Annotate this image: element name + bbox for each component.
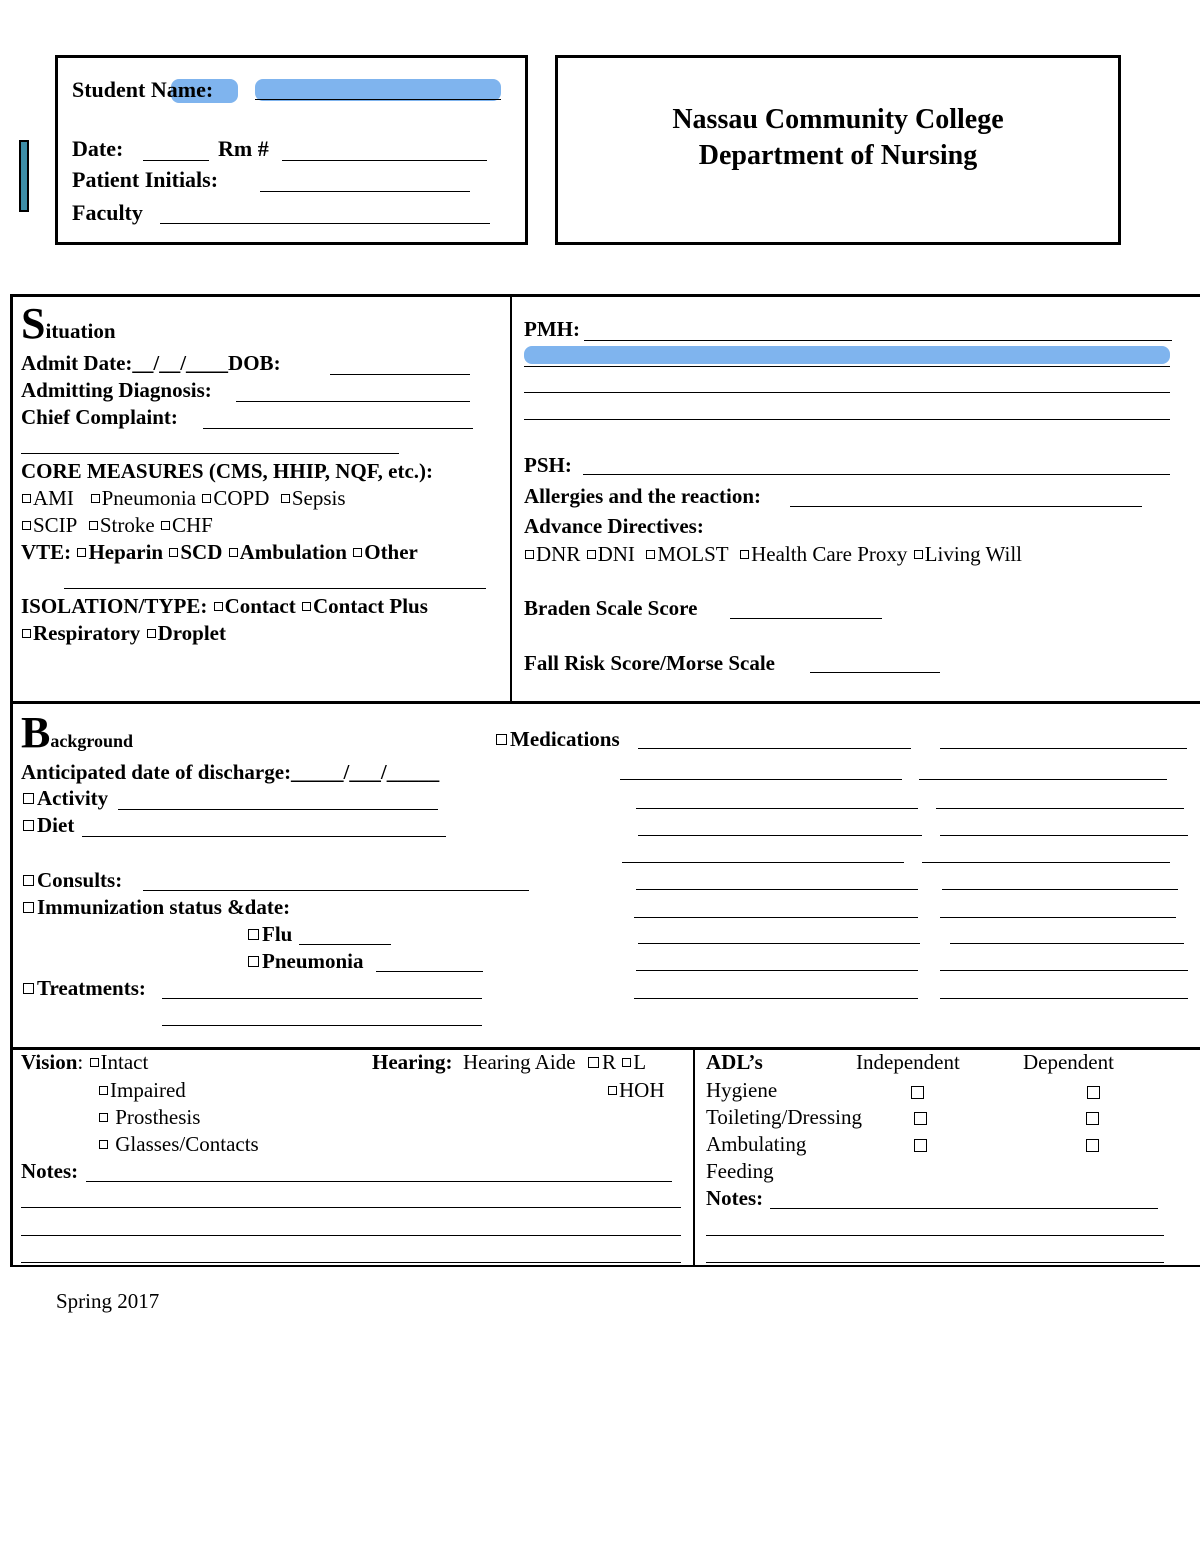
flu-field[interactable]	[299, 944, 391, 945]
room-field[interactable]	[282, 160, 487, 161]
activity-field[interactable]	[118, 809, 438, 810]
checkbox[interactable]	[214, 602, 223, 611]
flu-label: Flu	[246, 922, 292, 947]
consults-field[interactable]	[143, 890, 529, 891]
checkbox[interactable]	[22, 494, 31, 503]
discharge-label: Anticipated date of discharge:_____/___/_____	[21, 760, 440, 784]
medication-line[interactable]	[940, 970, 1188, 971]
checkbox[interactable]	[248, 956, 259, 967]
checkbox[interactable]	[89, 521, 98, 530]
adl-notes-field-3[interactable]	[706, 1262, 1164, 1263]
checkbox[interactable]	[229, 548, 238, 557]
faculty-label: Faculty	[72, 200, 143, 225]
student-name-field[interactable]	[255, 99, 501, 100]
fall-risk-field[interactable]	[810, 672, 940, 673]
medication-line[interactable]	[940, 748, 1187, 749]
medication-line[interactable]	[636, 970, 918, 971]
adl-notes-field-2[interactable]	[706, 1235, 1164, 1236]
medication-line[interactable]	[940, 998, 1188, 999]
core-measures-label: CORE MEASURES (CMS, HHIP, NQF, etc.):	[21, 459, 434, 483]
pmh-field-2[interactable]	[524, 366, 1170, 367]
pmh-highlight	[524, 346, 1170, 364]
checkbox[interactable]	[202, 494, 211, 503]
medication-line[interactable]	[942, 889, 1178, 890]
notes-field-2[interactable]	[21, 1207, 681, 1208]
pmh-field-3[interactable]	[524, 392, 1170, 393]
checkbox[interactable]	[608, 1086, 617, 1095]
checkbox[interactable]	[22, 629, 31, 638]
notes-field-3[interactable]	[21, 1235, 681, 1236]
chief-complaint-label: Chief Complaint:	[21, 405, 178, 429]
date-field[interactable]	[143, 160, 209, 161]
dob-field[interactable]	[330, 374, 470, 375]
checkbox[interactable]	[622, 1058, 631, 1067]
independent-header: Independent	[856, 1050, 960, 1074]
adl-notes-label: Notes:	[706, 1186, 764, 1210]
hygiene-independent-checkbox[interactable]	[911, 1086, 924, 1099]
immunization-label: Immunization status &date:	[21, 895, 290, 920]
checkbox[interactable]	[587, 550, 596, 559]
diet-field[interactable]	[82, 836, 446, 837]
core-measures-row1: AMI Pneumonia COPD Sepsis	[21, 486, 346, 511]
notes-field-4[interactable]	[21, 1262, 681, 1263]
situation-heading: Situation	[21, 299, 116, 348]
medication-line[interactable]	[638, 943, 920, 944]
braden-field[interactable]	[730, 618, 882, 619]
student-name-label: Student Name:	[72, 77, 214, 102]
checkbox[interactable]	[77, 548, 86, 557]
rm-label: Rm #	[218, 136, 269, 161]
name-field-highlight	[255, 79, 501, 101]
pneumonia-label: Pneumonia	[246, 949, 364, 974]
pmh-field-1[interactable]	[584, 340, 1172, 341]
checkbox[interactable]	[23, 793, 34, 804]
checkbox[interactable]	[496, 734, 507, 745]
patient-initials-field[interactable]	[260, 191, 470, 192]
vision-prosthesis: Prosthesis	[98, 1105, 200, 1130]
admitting-diagnosis-field[interactable]	[236, 401, 470, 402]
checkbox[interactable]	[353, 548, 362, 557]
checkbox[interactable]	[23, 875, 34, 886]
background-top-border	[10, 701, 1200, 704]
notes-field-1[interactable]	[86, 1181, 672, 1182]
checkbox[interactable]	[99, 1113, 108, 1122]
medication-line[interactable]	[634, 917, 918, 918]
core-measures-row2: SCIP Stroke CHF	[21, 513, 213, 538]
pmh-field-4[interactable]	[524, 419, 1170, 420]
patient-initials-label: Patient Initials:	[72, 167, 219, 192]
chief-complaint-field[interactable]	[203, 428, 473, 429]
adl-toileting: Toileting/Dressing	[706, 1105, 863, 1129]
background-heading: Background	[21, 708, 134, 757]
checkbox[interactable]	[90, 1058, 99, 1067]
admit-date-label: Admit Date:__/__/____DOB:	[21, 351, 281, 375]
checkbox[interactable]	[281, 494, 290, 503]
medication-line[interactable]	[638, 835, 922, 836]
pmh-label: PMH:	[524, 317, 580, 341]
activity-label: Activity	[21, 786, 108, 811]
medication-line[interactable]	[636, 889, 918, 890]
medication-line[interactable]	[936, 808, 1184, 809]
checkbox[interactable]	[99, 1140, 108, 1149]
vision-glasses: Glasses/Contacts	[98, 1132, 259, 1157]
vte-row: VTE: Heparin SCD Ambulation Other	[21, 540, 418, 564]
adl-hygiene: Hygiene	[706, 1078, 778, 1102]
table-top-border	[10, 294, 1200, 297]
isolation-row1: ISOLATION/TYPE: Contact Contact Plus	[21, 594, 428, 618]
checkbox[interactable]	[23, 902, 34, 913]
faculty-field[interactable]	[160, 223, 490, 224]
isolation-row2: Respiratory Droplet	[21, 621, 226, 646]
vision-impaired: Impaired	[98, 1078, 186, 1103]
treatments-label: Treatments:	[21, 976, 146, 1001]
medication-line[interactable]	[940, 917, 1176, 918]
medication-line[interactable]	[638, 748, 911, 749]
assessment-divider	[693, 1047, 695, 1267]
allergies-label: Allergies and the reaction:	[524, 484, 761, 508]
psh-label: PSH:	[524, 453, 572, 477]
checkbox[interactable]	[248, 929, 259, 940]
adl-notes-field-1[interactable]	[770, 1208, 1158, 1209]
checkbox[interactable]	[23, 820, 34, 831]
ambulating-independent-checkbox[interactable]	[914, 1139, 927, 1152]
footer-term: Spring 2017	[56, 1289, 160, 1313]
admitting-diagnosis-label: Admitting Diagnosis:	[21, 378, 212, 402]
diet-label: Diet	[21, 813, 74, 838]
checkbox[interactable]	[23, 983, 34, 994]
checkbox[interactable]	[22, 521, 31, 530]
checkbox[interactable]	[646, 550, 655, 559]
pneumonia-field[interactable]	[376, 971, 483, 972]
toileting-dependent-checkbox[interactable]	[1086, 1112, 1099, 1125]
medication-line[interactable]	[950, 943, 1184, 944]
toileting-independent-checkbox[interactable]	[914, 1112, 927, 1125]
college-name: Nassau Community College	[672, 104, 1004, 135]
advance-directives-label: Advance Directives:	[524, 514, 704, 538]
checkbox[interactable]	[302, 602, 311, 611]
medication-line[interactable]	[620, 779, 902, 780]
treatments-field-2[interactable]	[162, 1025, 482, 1026]
medication-line[interactable]	[919, 779, 1167, 780]
adl-feeding: Feeding	[706, 1159, 774, 1183]
checkbox[interactable]	[588, 1057, 599, 1068]
medication-line[interactable]	[636, 808, 918, 809]
medication-line[interactable]	[622, 862, 904, 863]
ambulating-dependent-checkbox[interactable]	[1086, 1139, 1099, 1152]
braden-label: Braden Scale Score	[524, 596, 698, 620]
fall-risk-label: Fall Risk Score/Morse Scale	[524, 651, 775, 675]
checkbox[interactable]	[914, 550, 923, 559]
dependent-header: Dependent	[1023, 1050, 1114, 1074]
table-left-border	[10, 294, 13, 1267]
treatments-field-1[interactable]	[162, 998, 482, 999]
chief-complaint-field-2[interactable]	[21, 453, 399, 454]
hoh-row: HOH	[607, 1078, 665, 1103]
department-name: Department of Nursing	[698, 140, 978, 171]
directive-options: DNR DNI MOLST Health Care Proxy Living Will	[524, 542, 1022, 567]
hygiene-dependent-checkbox[interactable]	[1087, 1086, 1100, 1099]
medication-line[interactable]	[922, 862, 1170, 863]
allergies-field[interactable]	[790, 506, 1142, 507]
medications-label: Medications	[494, 727, 620, 752]
medication-line[interactable]	[940, 835, 1188, 836]
date-label: Date:	[72, 136, 124, 161]
vte-other-field[interactable]	[64, 588, 486, 589]
situation-divider	[510, 294, 512, 702]
medication-line[interactable]	[634, 998, 918, 999]
consults-label: Consults:	[21, 868, 122, 893]
table-bottom-border	[10, 1265, 1200, 1267]
checkbox[interactable]	[147, 629, 156, 638]
hearing-row: Hearing: Hearing Aide R L	[372, 1050, 647, 1074]
vision-row: Vision: Intact	[21, 1050, 149, 1074]
side-marker	[19, 140, 29, 212]
notes-label: Notes:	[21, 1159, 79, 1183]
adl-ambulating: Ambulating	[706, 1132, 807, 1156]
checkbox[interactable]	[169, 548, 178, 557]
checkbox[interactable]	[91, 494, 100, 503]
checkbox[interactable]	[740, 550, 749, 559]
checkbox[interactable]	[99, 1086, 108, 1095]
psh-field[interactable]	[583, 474, 1170, 475]
checkbox[interactable]	[161, 521, 170, 530]
adl-label: ADL’s	[706, 1050, 763, 1074]
checkbox[interactable]	[525, 550, 534, 559]
